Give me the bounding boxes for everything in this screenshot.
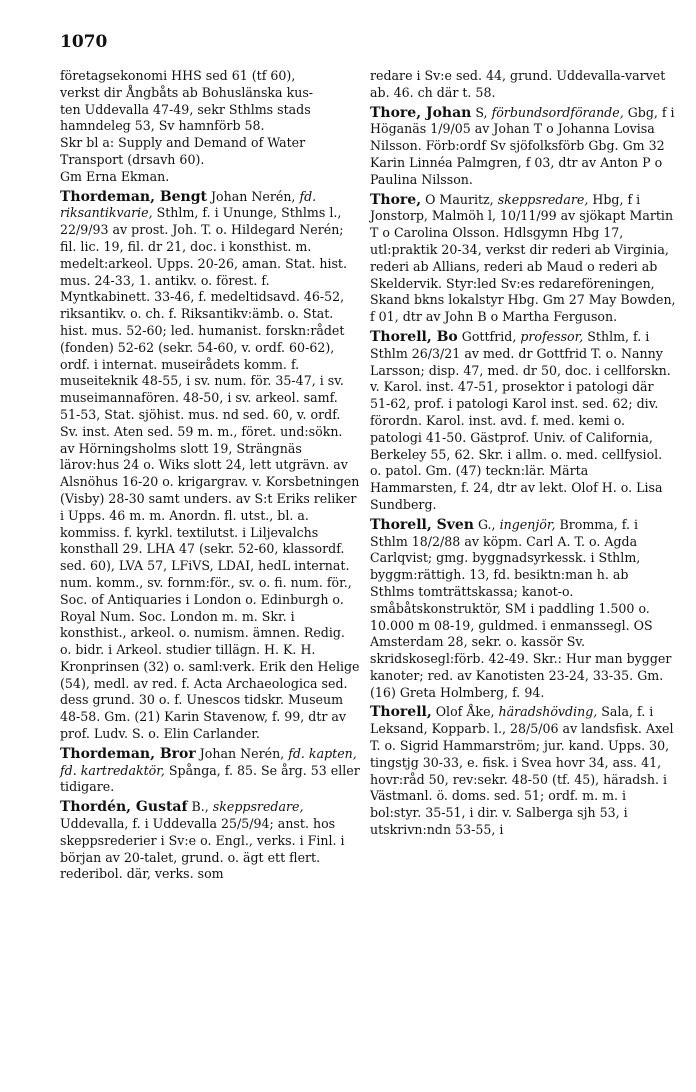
entry-text: Spånga, f. 85. Se årg. 53 eller tidigare. <box>60 762 360 795</box>
entry-thore-mauritz <box>370 192 676 326</box>
entry-name: Thordén, Gustaf <box>60 799 188 816</box>
text-line: Skr bl a: Supply and Demand of Water <box>60 135 306 151</box>
entry-text: Hbg, f i Jonstorp, Malmöh l, 10/11/99 av sjökapt Martin T o Carolina Olsson. Hdlsgymn Hbg 17, utl:praktik 20-34, verkst dir rederi ab Virginia, rederi ab Allians, rederi ab Maud o rederi ab Skeldervik. Styr:led Sv:es redareföreningen, Skand bkns lokalstyr Hbg. Gm 27 May Bowden, f 01, dtr av John B o Martha Ferguson. <box>370 191 676 325</box>
text-line: Transport (drsavh 60). <box>60 151 205 167</box>
entry-text: Sala, f. i Leksand, Kopparb. l., 28/5/06 av landsfisk. Axel T. o. Sigrid Hammarström; jur. kand. Upps. 30, tingstjg 30-33, e. fisk. i Svea hovr 34, ass. 41, hovr:råd 50, rev:sekr. 48-50 (tf. 45), häradsh. i Västmanl. ö. doms. sed. 51; ordf. m. m. i bol:styr. 35-51, i dir. v. Salberga sjh 53, i utskrivn:ndn 53-55, i <box>370 704 674 838</box>
entry-text: Bromma, f. i Sthlm 18/2/88 av köpm. Carl A. T. o. Agda Carlqvist; gmg. byggnadsyrkessk. i Sthlm, byggm:rättigh. 13, fd. besiktn:man h. ab Sthlms tomträttskassa; kanot-o. småbåtskonstruktör, SM i paddling 1.500 o. 10.000 m 08-19, guldmed. i enmanssegl. OS Amsterdam 28, sekr. o. kassör Sv. skridskosegl:förb. 42-49. Skr.: Hur man bygger kanoter; red. av Kanotisten 23-24, 33-35. Gm. (16) Greta Holmberg, f. 94. <box>370 516 672 700</box>
entry-continued <box>60 68 360 186</box>
entry-text: Uddevalla, f. i Uddevalla 25/5/94; anst. hos skeppsrederier i Sv:e o. Engl., verks. i Finl. i början av 20-talet, grund. o. ägt ett flert. rederibol. där, verks. som <box>60 816 345 882</box>
entry-title: fd. kapten, fd. kartredaktör, <box>60 745 357 778</box>
left-column <box>60 68 360 886</box>
entry-given-names: S, <box>471 104 488 120</box>
entry-name: Thore, Johan <box>370 104 472 121</box>
entry-given-names: Johan Nerén, <box>195 745 285 761</box>
entry-text: Sthlm, f. i Ununge, Sthlms l., 22/9/93 av prost. Joh. T. o. Hildegard Nerén; fil. lic. 19, fil. dr 21, doc. i konsthist. m. medelt:arkeol. Upps. 20-26, aman. Stat. hist. mus. 24-33, 1. antikv. o. förest. f. Myntkabinett. 33-46, f. medeltidsavd. 46-52, riksantikv. o. ch. f. Riksantikv:ämb. o. Stat. hist. mus. 52-60; led. humanist. forskn:rådet (fonden) 52-62 (sekr. 54-60, v. ordf. 60-62), ordf. i internat. museirådets komm. f. museiteknik 48-55, i sv. num. för. 35-47, i sv. museimannafören. 48-50, i sv. arkeol. samf. 51-53, Stat. sjöhist. mus. nd sed. 60, v. ordf. Sv. inst. Aten sed. 59 m. m., föret. und:sökn. av Hörningsholms slott 19, Strängnäs lärov:hus 24 o. Wiks slott 24, lett utgrävn. av Alsnöhus 16-20 o. krigargrav. v. Korsbetningen (Visby) 28-30 samt unders. av S:t Eriks reliker i Upps. 46 m. m. Anordn. fl. utst., bl. a. kommiss. f. kyrkl. textilutst. i Liljevalchs konsthall 29. LHA 47 (sekr. 52-60, klassordf. sed. 60), LVA 57, LFiVS, LDAI, hedL internat. num. komm., sv. fornm:för., sv. o. fi. num. för., Soc. of Antiquaries i London o. Edinburgh o. Royal Num. Soc. London m. m. Skr. i konsthist., arkeol. o. numism. ämnen. Redig. o. bidr. i Arkeol. studier tillägn. H. K. H. Kronprinsen (32) o. saml:verk. Erik den Helige (54), medl. av red. f. Acta Archaeologica sed. dess grund. 30 o. f. Unescos tidskr. Museum 48-58. Gm. (21) Karin Stavenow, f. 99, dtr av prof. Ludv. S. o. Elin Carlander. <box>60 205 360 742</box>
entry-given-names: B., <box>187 799 209 815</box>
entry-thorell-sven <box>370 517 676 702</box>
entry-title: förbundsordförande, <box>491 104 624 120</box>
entry-thore-johan <box>370 105 676 189</box>
page-number: 1070 <box>60 32 108 52</box>
entry-thorell-bo <box>370 329 676 514</box>
text-line: hamndeleg 53, Sv hamnförb 58. <box>60 118 265 134</box>
entry-title: professor, <box>520 328 584 344</box>
entry-given-names: Johan Nerén, <box>207 188 296 204</box>
entry-name: Thorell, Sven <box>370 516 474 533</box>
entry-title: häradshövding, <box>498 704 598 720</box>
text-line: ten Uddevalla 47-49, sekr Sthlms stads <box>60 101 311 117</box>
entry-text: Gbg, f i Höganäs 1/9/05 av Johan T o Johanna Lovisa Nilsson. Förb:ordf Sv sjöfolksförb Gbg. Gm 32 Karin Linnéa Palmgren, f 03, dtr av Anton P o Paulina Nilsson. <box>370 104 675 187</box>
entry-continued <box>370 68 676 102</box>
entry-name: Thordeman, Bror <box>60 745 196 762</box>
entry-name: Thore, <box>370 191 422 208</box>
entry-title: fd. riksantikvarie, <box>60 188 317 221</box>
entry-thordeman-bengt <box>60 189 360 743</box>
entry-title: ingenjör, <box>499 516 556 532</box>
entry-given-names: Olof Åke, <box>431 704 495 720</box>
text-line: Gm Erna Ekman. <box>60 168 170 184</box>
entry-title: skeppsredare, <box>212 799 304 815</box>
entry-name: Thordeman, Bengt <box>60 188 207 205</box>
entry-given-names: G., <box>473 516 496 532</box>
entry-text: Sthlm, f. i Sthlm 26/3/21 av med. dr Gottfrid T. o. Nanny Larsson; disp. 47, med. dr 50, doc. i cellforskn. v. Karol. inst. 47-51, prosektor i patologi där 51-62, prof. i patologi Karol inst. sed. 62; div. förordn. Karol. inst. avd. f. med. kemi o. patologi 41-50. Gästprof. Univ. of California, Berkeley 55, 62. Skr. i allm. o. med. cellfysiol. o. patol. Gm. (47) teckn:lär. Märta Hammarsten, f. 24, dtr av lekt. Olof H. o. Lisa Sundberg. <box>370 328 671 512</box>
right-column <box>370 68 676 842</box>
entry-title: skeppsredare, <box>497 191 589 207</box>
text-line: verkst dir Ångbåts ab Bohuslänska kus- <box>60 84 314 100</box>
entry-given-names: Gottfrid, <box>457 328 517 344</box>
text-line: företagsekonomi HHS sed 61 (tf 60), <box>60 68 296 83</box>
entry-name: Thorell, Bo <box>370 328 458 345</box>
entry-thorell-olof <box>370 704 676 838</box>
entry-given-names: O Mauritz, <box>421 191 494 207</box>
entry-text: redare i Sv:e sed. 44, grund. Uddevalla-varvet ab. 46. ch där t. 58. <box>370 68 666 100</box>
entry-thorden-gustaf <box>60 799 360 883</box>
entry-thordeman-bror <box>60 746 360 796</box>
entry-name: Thorell, <box>370 704 432 721</box>
